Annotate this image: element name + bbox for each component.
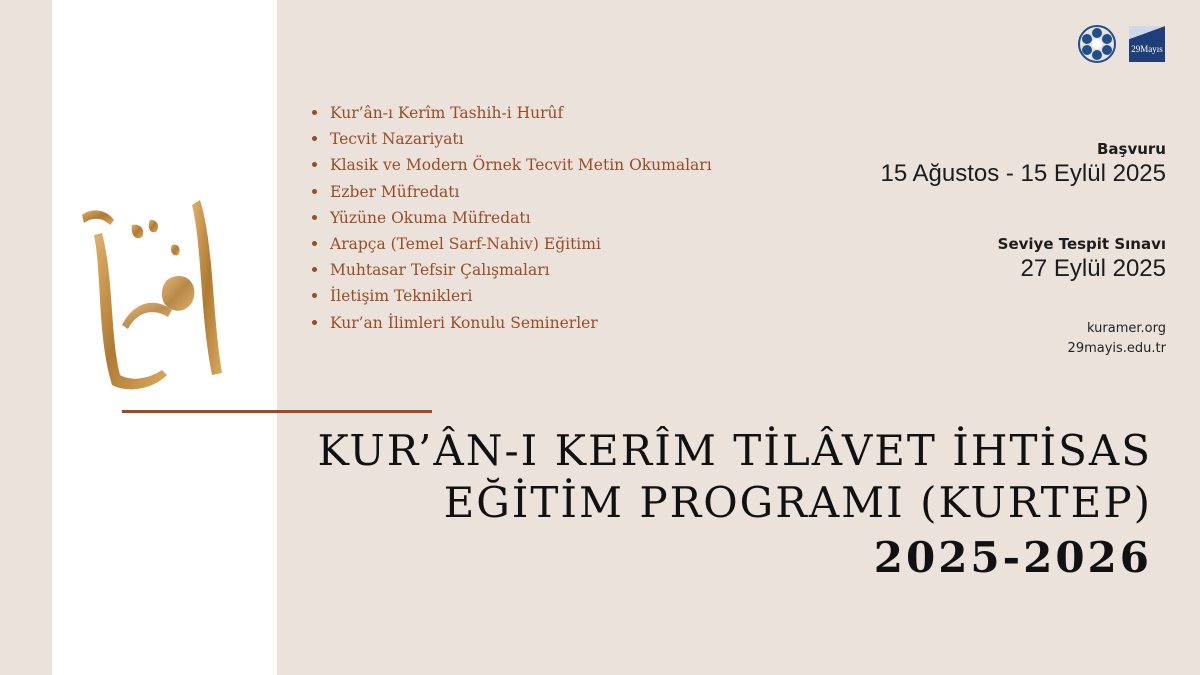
course-item: Kur’an İlimleri Konulu Seminerler bbox=[312, 312, 712, 338]
course-item: Ezber Müfredatı bbox=[312, 181, 712, 207]
university-logo-text: 29Mayıs bbox=[1131, 44, 1163, 54]
title-line-1: KUR’ÂN-I KERÎM TİLÂVET İHTİSAS bbox=[317, 426, 1152, 475]
course-list bbox=[312, 102, 712, 338]
exam-info bbox=[998, 235, 1166, 283]
title-line-2: EĞİTİM PROGRAMI (KURTEP) bbox=[443, 478, 1152, 527]
course-item: Klasik ve Modern Örnek Tecvit Metin Okumaları bbox=[312, 154, 712, 180]
course-item: İletişim Teknikleri bbox=[312, 285, 712, 311]
program-title bbox=[317, 425, 1152, 587]
course-item: Tecvit Nazariyatı bbox=[312, 128, 712, 154]
link-university[interactable]: 29mayis.edu.tr bbox=[1067, 341, 1166, 356]
course-item: Kur’ân-ı Kerîm Tashih-i Hurûf bbox=[312, 102, 712, 128]
divider-line bbox=[122, 410, 432, 413]
title-years: 2025-2026 bbox=[873, 533, 1152, 582]
application-dates: 15 Ağustos - 15 Eylül 2025 bbox=[880, 160, 1166, 187]
exam-label: Seviye Tespit Sınavı bbox=[997, 235, 1166, 253]
course-item: Arapça (Temel Sarf-Nahiv) Eğitimi bbox=[312, 233, 712, 259]
application-label: Başvuru bbox=[1096, 140, 1166, 158]
link-kuramer[interactable]: kuramer.org bbox=[1087, 321, 1166, 336]
logos bbox=[1077, 24, 1165, 64]
website-links bbox=[1068, 319, 1166, 359]
university-logo-icon[interactable] bbox=[1129, 26, 1165, 62]
course-item: Muhtasar Tefsir Çalışmaları bbox=[312, 259, 712, 285]
kuramer-logo-icon[interactable] bbox=[1077, 24, 1117, 64]
course-item: Yüzüne Okuma Müfredatı bbox=[312, 207, 712, 233]
exam-date: 27 Eylül 2025 bbox=[1020, 255, 1166, 282]
iqra-calligraphy bbox=[72, 185, 247, 400]
application-info bbox=[880, 140, 1166, 188]
